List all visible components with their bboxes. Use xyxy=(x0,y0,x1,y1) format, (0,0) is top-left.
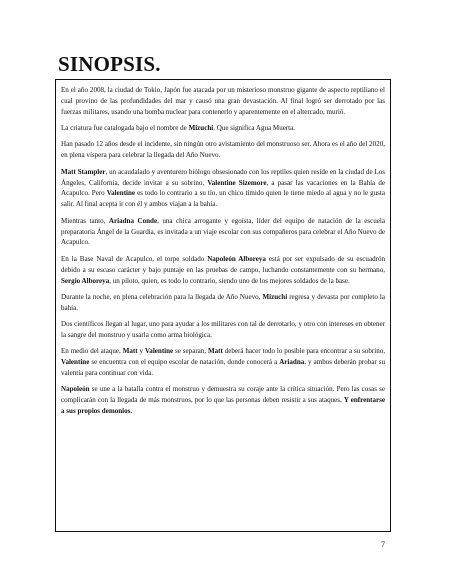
bold-text: Valentine xyxy=(106,189,136,198)
synopsis-box xyxy=(55,79,391,532)
bold-text: Napoleón xyxy=(61,385,90,394)
paragraph-text: . Que significa Agua Muerta. xyxy=(213,124,296,133)
bold-text: Ariadna xyxy=(279,358,305,367)
page-title: SINOPSIS. xyxy=(58,52,161,76)
paragraph-text: En el año 2008, la ciudad de Tokio, Japón fue atacada por un misterioso monstruo gigante de aspecto reptiliano el cual provino de las profundidades del mar y causó una gran devastación. Al final logró ser derrotado por las fuerzas militares, usando una bomba nuclear para contenerlo y aparentemente en el altercado, murió. xyxy=(61,86,385,116)
paragraph-text: se une a la batalla contra el monstruo y demuestra su coraje ante la crítica situación. Pero las cosas se complicarán con la llegada de más monstruos, por lo que las personas deben resistir a sus ataques. xyxy=(61,385,385,405)
paragraph-text: , a pasar las vacaciones en la Bahía de Acapulco. Pero xyxy=(61,178,385,198)
bold-text: Ariadna Conde xyxy=(108,216,158,225)
paragraph-text: En medio del ataque, xyxy=(61,347,123,356)
synopsis-paragraph xyxy=(61,139,385,161)
bold-text: Napoleón Alboreya xyxy=(207,254,266,263)
paragraph-text: En la Base Naval de Acapulco, el torpe soldado xyxy=(61,254,208,263)
bold-text: Mizuchi xyxy=(262,292,288,301)
paragraph-text: Mientras tanto, xyxy=(61,216,109,225)
synopsis-paragraph xyxy=(61,384,385,417)
bold-text: Mizuchi xyxy=(188,124,214,133)
bold-text: Matt xyxy=(207,347,223,356)
bold-text: Valentine Sizemore xyxy=(207,178,267,187)
bold-text: Matt Stampler xyxy=(61,167,106,176)
paragraph-text: , un piloto, quien, es todo lo contrario, siendo uno de los mejores soldados de la base. xyxy=(109,276,350,285)
paragraph-text: Han pasado 12 años desde el incidente, sin ningún otro avistamiento del monstruoso ser. Ahora es el año del 2020, en plena víspera para celebrar la llegada del Año Nuevo. xyxy=(61,140,385,160)
paragraph-text: Dos científicos llegan al lugar, uno para ayudar a los militares con tal de derrotarlo, y otro con intereses en obtener la sangre del monstruo y usarla como arma biológica. xyxy=(61,320,385,339)
synopsis-paragraph xyxy=(61,319,385,341)
synopsis-paragraph xyxy=(61,85,385,118)
paragraph-text: y xyxy=(137,347,145,356)
bold-text: Valentine xyxy=(61,358,90,367)
paragraph-text: La criatura fue catalogada bajo el nombre de xyxy=(61,124,189,133)
paragraph-text: se encuentra con el equipo escolar de natación, donde conocerá a xyxy=(89,358,280,367)
paragraph-text: , y ambos deberán probar su valentía para continuar con vida. xyxy=(61,358,385,378)
synopsis-paragraph xyxy=(61,216,385,249)
bold-text: Matt xyxy=(122,347,138,356)
paragraph-text: está por ser expulsado de su escuadrón debido a su escaso carácter y bajo puntaje en las pruebas de campo, luchando constantemente con su hermano, xyxy=(61,254,385,274)
paragraph-text: regresa y devasta por completo la bahía. xyxy=(61,292,385,312)
paragraph-text: Durante la noche, en plena celebración para la llegada de Año Nuevo, xyxy=(61,292,263,301)
synopsis-paragraph xyxy=(61,346,385,379)
synopsis-paragraph xyxy=(61,123,385,134)
bold-text: Valentine xyxy=(144,347,174,356)
bold-text: Y enfrentarse a sus propios demonios. xyxy=(61,396,386,416)
page-number: 7 xyxy=(381,540,385,549)
paragraph-text: , un acaudalado y aventurero biólogo obsesionado con los reptiles quien reside en la ciudad de Los Ángeles, California, decide invitar a su sobrino, xyxy=(61,167,386,187)
paragraph-text: deberá hacer todo lo posible para encontrar a su sobrino, xyxy=(222,347,386,356)
synopsis-paragraph xyxy=(61,167,385,211)
synopsis-paragraph xyxy=(61,292,385,314)
paragraph-text: , una chica arrogante y egoísta, líder del equipo de natación de la escuela preparatoria Ángel de la Guardia, es invitada a un viaje escolar con sus compañeros para celebrar el Año Nuevo de Acapulco. xyxy=(61,216,385,247)
paragraph-text: se separan, xyxy=(173,347,208,356)
bold-text: Sergio Alboreya xyxy=(61,276,110,285)
synopsis-paragraph xyxy=(61,254,385,287)
paragraph-text: es todo lo contrario a su tío, un chico tímido quien le tiene miedo al agua y no le gusta salir. Al final acepta ir con él y ambos viajan a la bahía. xyxy=(61,189,385,209)
